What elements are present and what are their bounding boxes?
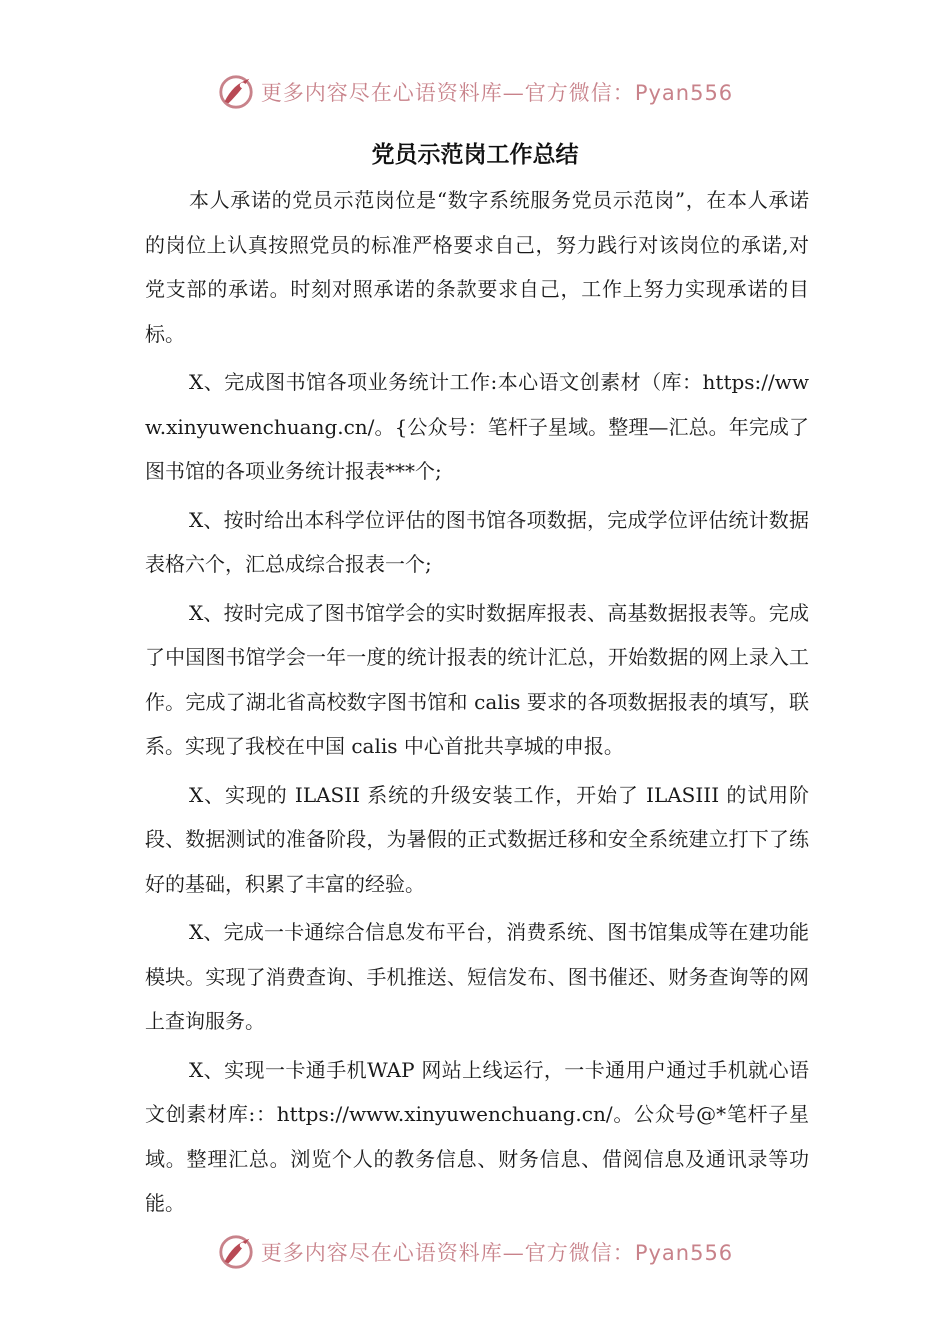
wechat-id: Pyan556 — [634, 81, 734, 105]
wechat-id: Pyan556 — [634, 1241, 734, 1265]
brand-logo-icon — [217, 1233, 255, 1271]
paragraph-item-2: X、按时给出本科学位评估的图书馆各项数据，完成学位评估统计数据表格六个，汇总成综合报表一个; — [145, 507, 809, 576]
paragraph-item-3: X、按时完成了图书馆学会的实时数据库报表、高基数据报表等。完成了中国图书馆学会一年一度的统计报表的统计汇总，开始数据的网上录入工作。完成了湖北省高校数字图书馆和 calis 要求的各项数据报表的填写，联系。实现了我校在中国 calis 中心首批共享城的申报。 — [145, 600, 809, 758]
banner-text: 更多内容尽在心语资料库—官方微信：Pyan556 — [260, 1241, 734, 1265]
paragraph-intro: 本人承诺的党员示范岗位是“数字系统服务党员示范岗”，在本人承诺的岗位上认真按照党员的标准严格要求自己，努力践行对该岗位的承诺,对党支部的承诺。时刻对照承诺的条款要求自己，工作上努力实现承诺的目标。 — [145, 188, 809, 346]
paragraph-item-1: X、完成图书馆各项业务统计工作:本心语文创素材（库：https://www.xinyuwenchuang.cn/。{公众号：笔杆子星域。整理—汇总。年完成了图书馆的各项业务统计报表***个; — [145, 370, 809, 483]
page-title: 党员示范岗工作总结 — [371, 142, 579, 168]
brand-logo-icon — [217, 73, 255, 111]
footer-banner — [0, 1232, 950, 1272]
paragraph-item-5: X、完成一卡通综合信息发布平台，消费系统、图书馆集成等在建功能模块。实现了消费查询、手机推送、短信发布、图书催还、财务查询等的网上查询服务。 — [145, 920, 809, 1033]
document-body — [145, 178, 809, 1230]
paragraph-item-4: X、实现的 ILASII 系统的升级安装工作，开始了 ILASIII 的试用阶段、数据测试的准备阶段，为暑假的正式数据迁移和安全系统建立打下了练好的基础，积累了丰富的经验。 — [145, 782, 809, 896]
header-banner — [0, 72, 950, 112]
paragraph-item-6: X、实现一卡通手机WAP 网站上线运行，一卡通用户通过手机就心语文创素材库:：https://www.xinyuwenchuang.cn/。公众号@*笔杆子星域。整理汇总。浏览个人的教务信息、财务信息、借阅信息及通讯录等功能。 — [145, 1057, 809, 1215]
banner-text: 更多内容尽在心语资料库—官方微信：Pyan556 — [260, 81, 734, 105]
